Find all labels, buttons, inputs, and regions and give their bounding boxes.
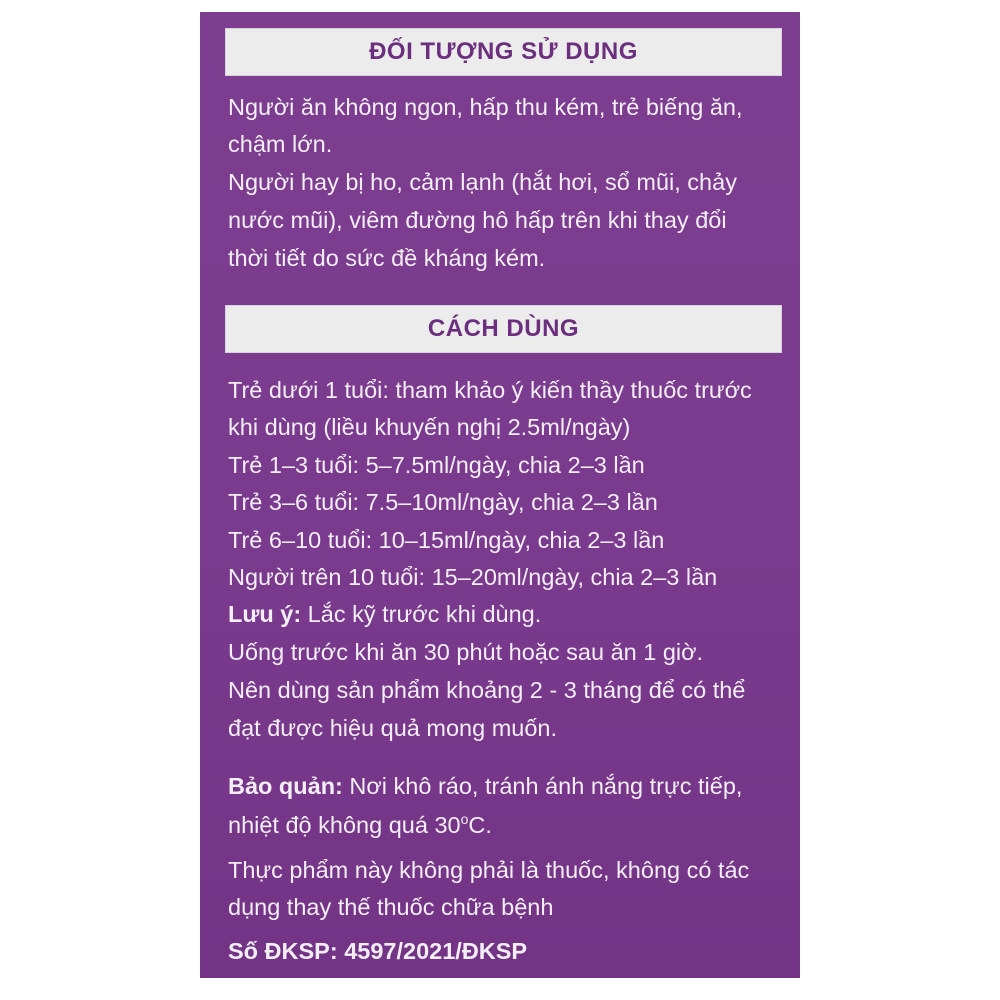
cach-dung-line-3: Trẻ 1–3 tuổi: 5–7.5ml/ngày, chia 2–3 lần xyxy=(228,452,645,478)
cach-dung-line-2: khi dùng (liều khuyến nghị 2.5ml/ngày) xyxy=(228,414,631,440)
doi-tuong-line-3: Người hay bị ho, cảm lạnh (hắt hơi, sổ mũi, chảy xyxy=(228,169,737,195)
registration-number: Số ĐKSP: 4597/2021/ĐKSP xyxy=(228,938,528,964)
bao-quan-label: Bảo quản: xyxy=(228,773,343,799)
disclaimer-line-1: Thực phẩm này không phải là thuốc, không có tác xyxy=(228,857,750,883)
label-panel xyxy=(200,12,800,978)
doi-tuong-line-5: thời tiết do sức đề kháng kém. xyxy=(228,245,546,271)
cach-dung-line-5: Trẻ 6–10 tuổi: 10–15ml/ngày, chia 2–3 lần xyxy=(228,527,665,553)
cach-dung-line-6: Người trên 10 tuổi: 15–20ml/ngày, chia 2–3 lần xyxy=(228,564,718,590)
heading-doi-tuong-su-dung: ĐỐI TƯỢNG SỬ DỤNG xyxy=(225,28,782,76)
bao-quan-line-2 xyxy=(228,811,492,839)
bao-quan-line-1 xyxy=(228,773,742,800)
cach-dung-line-1: Trẻ dưới 1 tuổi: tham khảo ý kiến thầy thuốc trước xyxy=(228,377,752,403)
heading-cach-dung: CÁCH DÙNG xyxy=(225,305,782,353)
usage-extra-line-1: Uống trước khi ăn 30 phút hoặc sau ăn 1 giờ. xyxy=(228,639,704,665)
bao-quan-temp-suffix: C. xyxy=(468,811,492,838)
doi-tuong-line-1: Người ăn không ngon, hấp thu kém, trẻ biếng ăn, xyxy=(228,94,743,120)
disclaimer-line-2: dụng thay thế thuốc chữa bệnh xyxy=(228,894,554,920)
usage-extra-line-3: đạt được hiệu quả mong muốn. xyxy=(228,715,558,741)
bao-quan-text: Nơi khô ráo, tránh ánh nắng trực tiếp, xyxy=(342,773,743,799)
luu-y-line xyxy=(228,601,541,628)
doi-tuong-line-4: nước mũi), viêm đường hô hấp trên khi thay đổi xyxy=(228,207,727,233)
usage-extra-line-2: Nên dùng sản phẩm khoảng 2 - 3 tháng để có thể xyxy=(228,677,746,703)
luu-y-text: Lắc kỹ trước khi dùng. xyxy=(301,601,542,627)
bao-quan-temp-prefix: nhiệt độ không quá 30 xyxy=(228,811,461,838)
degree-sup: o xyxy=(460,811,469,827)
luu-y-label: Lưu ý: xyxy=(228,601,302,627)
cach-dung-line-4: Trẻ 3–6 tuổi: 7.5–10ml/ngày, chia 2–3 lần xyxy=(228,489,658,515)
doi-tuong-line-2: chậm lớn. xyxy=(228,131,333,157)
